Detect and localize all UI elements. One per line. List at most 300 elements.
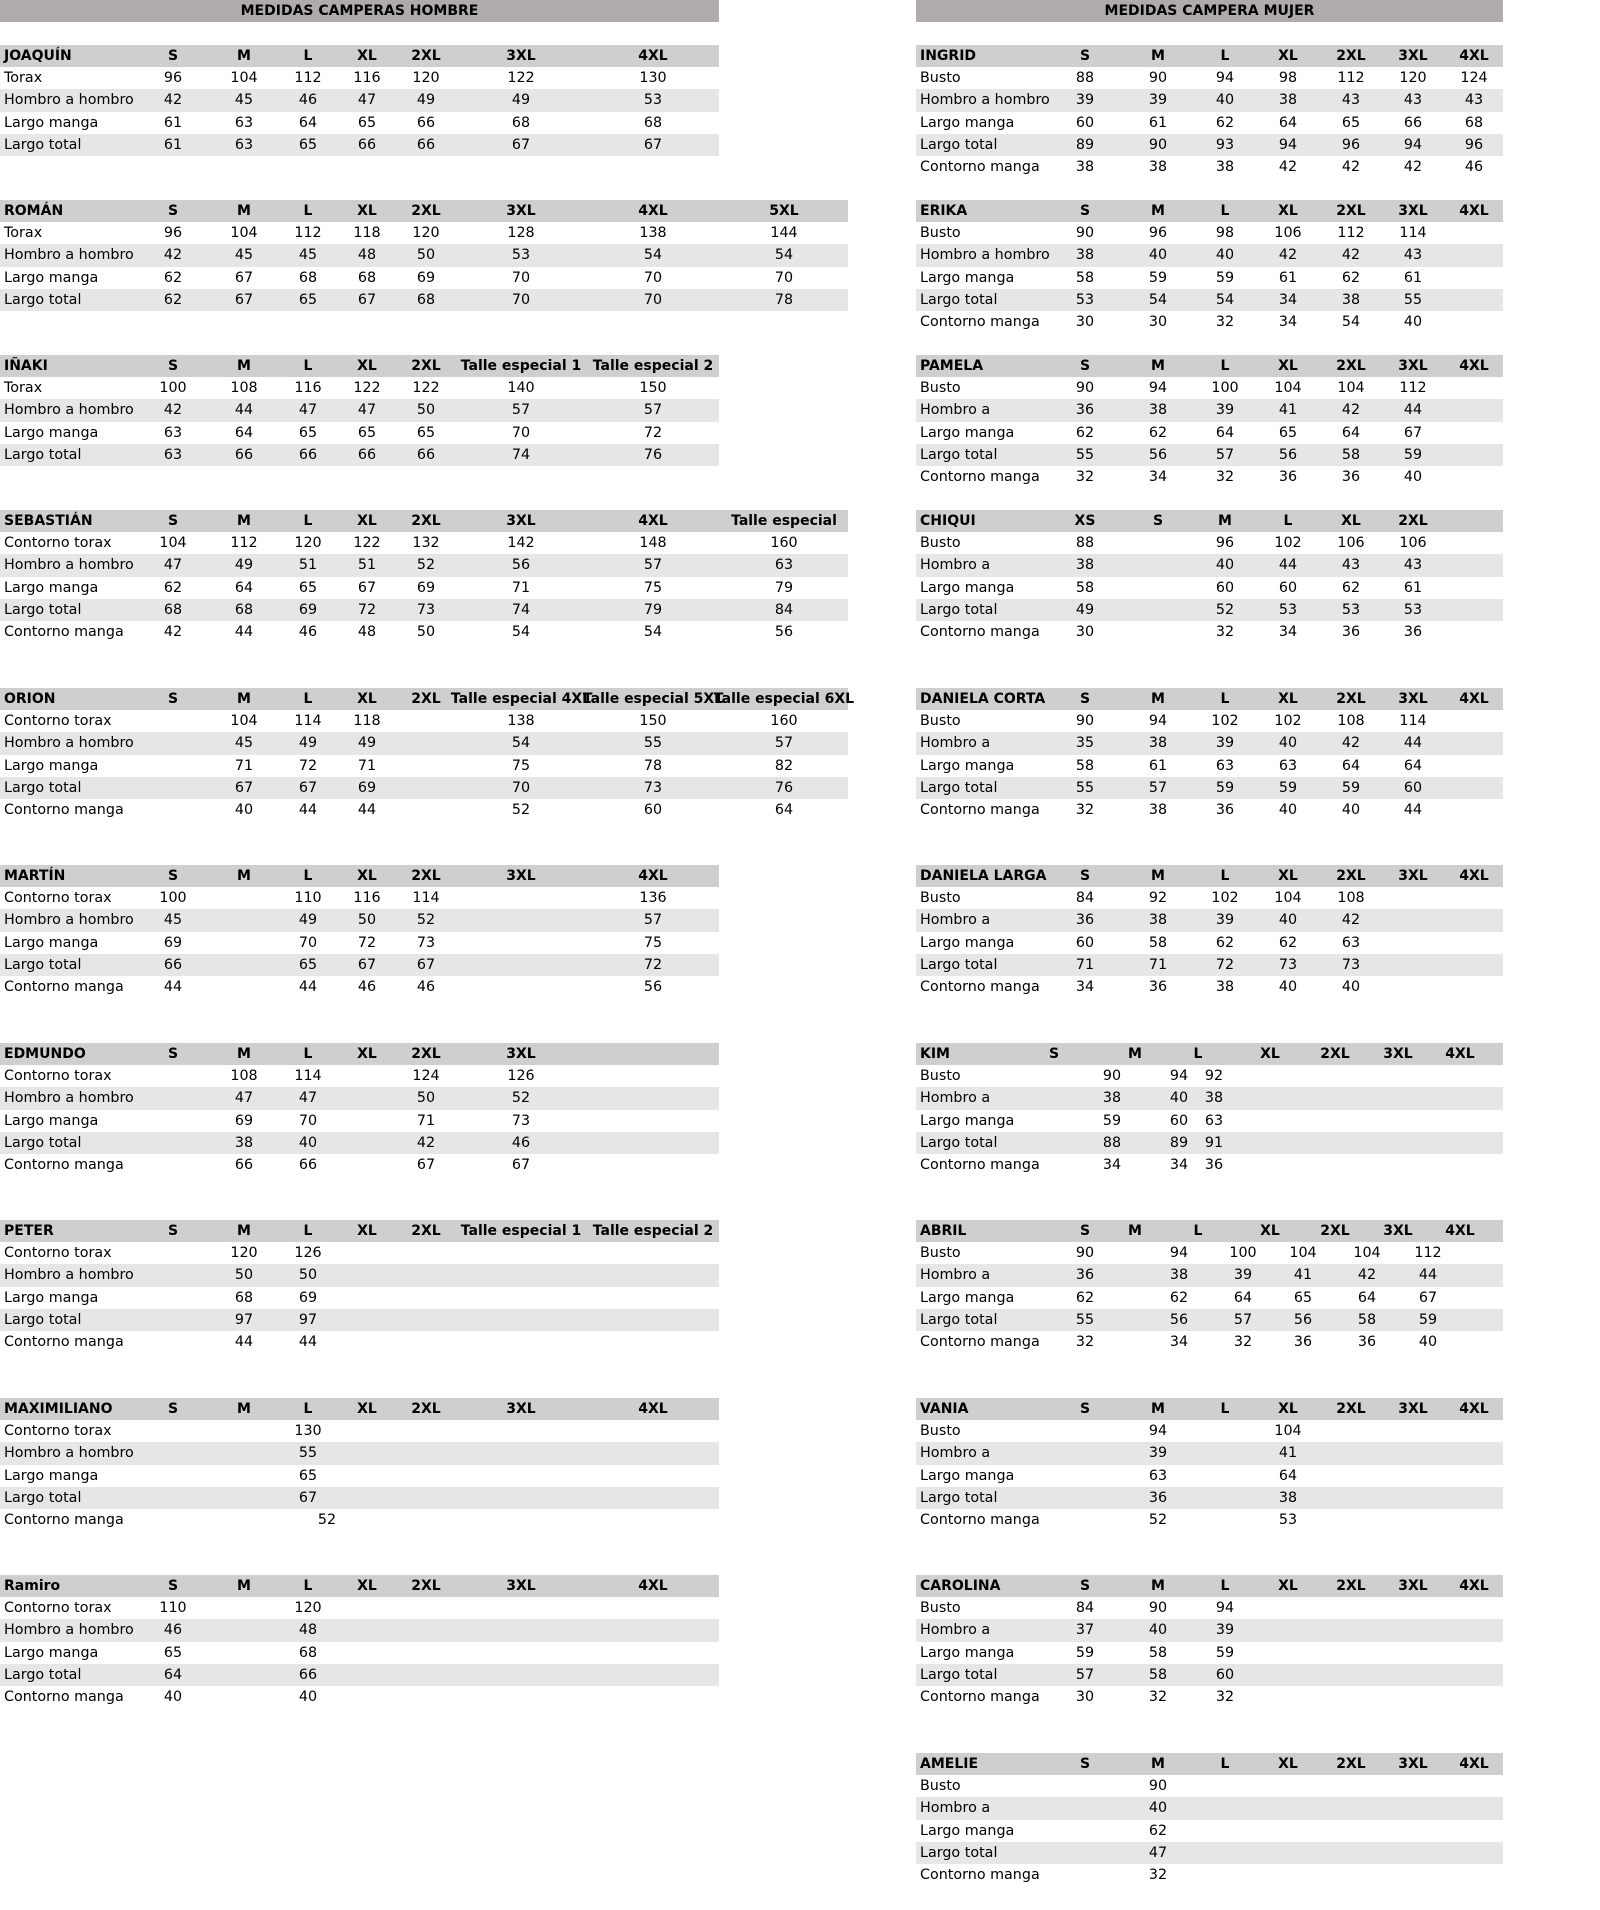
measure-value: 42 (416, 1134, 436, 1151)
measure-value: 59 (1102, 1112, 1122, 1129)
table-row (0, 1331, 719, 1353)
measure-value: 62 (163, 269, 183, 286)
men-section-title: MEDIDAS CAMPERAS HOMBRE (0, 0, 719, 22)
size-header: XL (357, 358, 377, 374)
women-table-daniela-larga (916, 865, 1503, 998)
measure-value: 73 (1341, 956, 1361, 973)
measure-value: 72 (298, 757, 318, 774)
measure-value: 62 (1215, 114, 1235, 131)
measure-value: 70 (511, 269, 531, 286)
measure-value: 112 (1414, 1245, 1442, 1262)
measure-label: Largo manga (4, 579, 99, 596)
measure-value: 104 (1274, 380, 1302, 397)
table-row (0, 577, 848, 599)
measure-label: Largo manga (4, 757, 99, 774)
measure-label: Contorno manga (4, 1688, 124, 1705)
measure-value: 120 (294, 1600, 322, 1617)
measure-value: 44 (1403, 402, 1423, 419)
measure-value: 126 (294, 1245, 322, 1262)
size-header: M (1151, 48, 1165, 64)
table-row (916, 887, 1503, 909)
size-header: XL (1260, 1223, 1280, 1239)
measure-label: Largo manga (920, 1289, 1015, 1306)
measure-label: Busto (920, 1778, 961, 1795)
size-header: Talle especial 6XL (713, 691, 855, 707)
size-header: S (167, 1578, 179, 1594)
measure-value: 47 (298, 1090, 318, 1107)
measure-label: Largo manga (920, 1644, 1015, 1661)
measure-label: Busto (920, 1068, 961, 1085)
measure-value: 54 (774, 247, 794, 264)
measure-value: 72 (357, 934, 377, 951)
size-header: S (167, 1046, 179, 1062)
size-header: XL (1278, 203, 1298, 219)
measure-value: 114 (294, 1068, 322, 1085)
measure-value: 64 (1278, 1467, 1298, 1484)
measure-label: Hombro a hombro (4, 1267, 134, 1284)
measure-value: 69 (416, 579, 436, 596)
size-header: M (237, 691, 251, 707)
measure-value: 62 (1075, 1289, 1095, 1306)
measure-value: 98 (1215, 225, 1235, 242)
table-row (0, 399, 719, 421)
measure-value: 43 (1341, 557, 1361, 574)
measure-value: 73 (416, 601, 436, 618)
measure-value: 63 (163, 446, 183, 463)
measure-value: 39 (1075, 92, 1095, 109)
measure-value: 63 (163, 424, 183, 441)
table-row (0, 89, 719, 111)
size-header: 2XL (1336, 868, 1366, 884)
measure-value: 79 (774, 579, 794, 596)
measure-value: 64 (298, 114, 318, 131)
measure-value: 112 (1399, 380, 1427, 397)
measure-value: 110 (294, 890, 322, 907)
measure-value: 63 (234, 114, 254, 131)
size-header: XL (1341, 513, 1361, 529)
measure-value: 52 (511, 801, 531, 818)
measure-value: 38 (1215, 158, 1235, 175)
table-row (0, 67, 719, 89)
measure-value: 49 (234, 557, 254, 574)
measure-value: 108 (230, 380, 258, 397)
measure-value: 73 (511, 1112, 531, 1129)
size-header: XL (1260, 1046, 1280, 1062)
measure-label: Largo total (4, 779, 82, 796)
measure-value: 44 (1403, 801, 1423, 818)
measure-label: Largo total (920, 291, 998, 308)
table-title: ROMÁN (4, 203, 64, 219)
measure-value: 69 (234, 1112, 254, 1129)
measure-value: 78 (774, 291, 794, 308)
measure-value: 88 (1075, 535, 1095, 552)
measure-value: 55 (1075, 779, 1095, 796)
measure-value: 44 (1403, 735, 1423, 752)
size-header: 2XL (411, 1223, 441, 1239)
size-header: L (1220, 1401, 1230, 1417)
measure-label: Largo total (4, 1666, 82, 1683)
size-header: M (1151, 358, 1165, 374)
measure-value: 62 (163, 579, 183, 596)
measure-value: 94 (1148, 713, 1168, 730)
measure-value: 62 (1341, 579, 1361, 596)
table-row (916, 1465, 1503, 1487)
measure-value: 46 (298, 623, 318, 640)
measure-value: 90 (1148, 70, 1168, 87)
measure-value: 48 (298, 1622, 318, 1639)
measure-label: Contorno manga (4, 801, 124, 818)
measure-value: 47 (234, 1090, 254, 1107)
measure-value: 65 (357, 114, 377, 131)
table-row (916, 1264, 1503, 1286)
measure-value: 65 (1293, 1289, 1313, 1306)
measure-label: Contorno torax (4, 713, 112, 730)
table-row (0, 732, 848, 754)
measure-label: Largo total (4, 1311, 82, 1328)
measure-value: 84 (1075, 1600, 1095, 1617)
table-row (916, 289, 1503, 311)
size-header: 2XL (411, 203, 441, 219)
measure-value: 47 (357, 402, 377, 419)
measure-value: 65 (298, 136, 318, 153)
women-table-kim (916, 1043, 1503, 1176)
size-header: L (303, 1401, 313, 1417)
table-header-row (916, 1220, 1503, 1242)
measure-value: 97 (298, 1311, 318, 1328)
measure-value: 36 (1075, 402, 1095, 419)
table-header-row (916, 355, 1503, 377)
measure-value: 32 (1233, 1333, 1253, 1350)
measure-value: 42 (163, 402, 183, 419)
measure-value: 44 (234, 402, 254, 419)
table-title: PETER (4, 1223, 54, 1239)
measure-label: Contorno torax (4, 1068, 112, 1085)
measure-value: 62 (1148, 424, 1168, 441)
measure-label: Hombro a (920, 557, 991, 574)
measure-value: 88 (1075, 70, 1095, 87)
measure-label: Hombro a (920, 402, 991, 419)
size-header: M (1218, 513, 1232, 529)
measure-value: 42 (1403, 158, 1423, 175)
measure-value: 104 (1337, 380, 1365, 397)
size-header: L (303, 1578, 313, 1594)
women-table-daniela-corta (916, 688, 1503, 821)
measure-value: 43 (1403, 92, 1423, 109)
measure-value: 75 (643, 934, 663, 951)
size-header: M (1151, 1401, 1165, 1417)
size-header: L (303, 691, 313, 707)
table-row (0, 777, 848, 799)
measure-value: 65 (1341, 114, 1361, 131)
size-header: 5XL (769, 203, 799, 219)
table-row (916, 909, 1503, 931)
measure-value: 122 (412, 380, 440, 397)
size-header: M (1151, 1756, 1165, 1772)
table-row (0, 909, 719, 931)
measure-value: 114 (1399, 713, 1427, 730)
measure-value: 59 (1215, 779, 1235, 796)
measure-value: 42 (1357, 1267, 1377, 1284)
measure-value: 136 (639, 890, 667, 907)
size-header: M (237, 1401, 251, 1417)
women-table-erika (916, 200, 1503, 333)
measure-value: 57 (1215, 446, 1235, 463)
table-row (0, 887, 719, 909)
table-row (0, 621, 848, 643)
measure-label: Hombro a hombro (4, 735, 134, 752)
size-header: 4XL (1459, 1756, 1489, 1772)
measure-value: 32 (1215, 468, 1235, 485)
table-row (916, 156, 1503, 178)
size-header: M (237, 358, 251, 374)
measure-value: 66 (357, 136, 377, 153)
measure-value: 40 (163, 1688, 183, 1705)
size-header: 2XL (1336, 1756, 1366, 1772)
measure-value: 32 (1215, 313, 1235, 330)
measure-value: 64 (1341, 757, 1361, 774)
table-row (0, 554, 848, 576)
size-header: XS (1074, 513, 1096, 529)
size-header: 3XL (506, 1046, 536, 1062)
measure-label: Contorno manga (4, 623, 124, 640)
size-header: L (1220, 691, 1230, 707)
measure-value: 75 (643, 579, 663, 596)
measure-value: 40 (298, 1134, 318, 1151)
size-header: 4XL (1459, 1578, 1489, 1594)
measure-value: 56 (1293, 1311, 1313, 1328)
table-row (916, 1132, 1503, 1154)
measure-label: Largo manga (920, 1112, 1015, 1129)
size-header: M (1128, 1223, 1142, 1239)
table-header-row (916, 1398, 1503, 1420)
table-title: PAMELA (920, 358, 984, 374)
size-header: 2XL (411, 1046, 441, 1062)
measure-value: 32 (1075, 801, 1095, 818)
measure-value: 90 (1075, 225, 1095, 242)
table-title: KIM (920, 1046, 950, 1062)
measure-value: 104 (1274, 890, 1302, 907)
size-header: S (167, 358, 179, 374)
table-header-row (0, 510, 848, 532)
measure-value: 37 (1075, 1622, 1095, 1639)
measure-value: 41 (1278, 402, 1298, 419)
measure-value: 112 (1337, 225, 1365, 242)
measure-value: 58 (1148, 934, 1168, 951)
measure-value: 46 (511, 1134, 531, 1151)
measure-value: 36 (1075, 912, 1095, 929)
measure-label: Busto (920, 70, 961, 87)
measure-value: 116 (353, 890, 381, 907)
table-title: DANIELA LARGA (920, 868, 1047, 884)
measure-label: Contorno manga (4, 1511, 124, 1528)
table-row (916, 777, 1503, 799)
measure-value: 61 (163, 114, 183, 131)
size-header: M (237, 203, 251, 219)
measure-value: 38 (1215, 978, 1235, 995)
size-header: L (303, 203, 313, 219)
measure-value: 49 (298, 735, 318, 752)
table-row (916, 1154, 1503, 1176)
size-header: 4XL (1445, 1046, 1475, 1062)
measure-value: 122 (353, 380, 381, 397)
measure-label: Hombro a hombro (920, 247, 1050, 264)
measure-value: 46 (1464, 158, 1484, 175)
size-header: Talle especial 4XL (450, 691, 592, 707)
measure-value: 50 (298, 1267, 318, 1284)
measure-value: 116 (353, 70, 381, 87)
size-header: 3XL (506, 203, 536, 219)
measure-value: 55 (1075, 446, 1095, 463)
measure-value: 38 (1278, 1489, 1298, 1506)
men-table-peter (0, 1220, 719, 1353)
measure-value: 34 (1278, 623, 1298, 640)
size-header: 2XL (1336, 1401, 1366, 1417)
size-header: L (1220, 868, 1230, 884)
table-row (916, 1597, 1503, 1619)
measure-value: 65 (298, 424, 318, 441)
measure-value: 144 (770, 225, 798, 242)
measure-value: 110 (159, 1600, 187, 1617)
table-row (0, 1132, 719, 1154)
size-header: S (1079, 1401, 1091, 1417)
measure-value: 57 (643, 912, 663, 929)
size-header: S (1152, 513, 1164, 529)
measure-value: 118 (353, 713, 381, 730)
measure-value: 40 (298, 1688, 318, 1705)
measure-value: 59 (1278, 779, 1298, 796)
measure-label: Contorno manga (920, 978, 1040, 995)
men-table-joaqu-n (0, 45, 719, 156)
men-table-i-aki (0, 355, 719, 466)
measure-value: 53 (643, 92, 663, 109)
table-title: ERIKA (920, 203, 968, 219)
table-title: CAROLINA (920, 1578, 1001, 1594)
size-header: L (1220, 358, 1230, 374)
table-title: CHIQUI (920, 513, 976, 529)
measure-value: 46 (357, 978, 377, 995)
size-header: 4XL (1459, 1401, 1489, 1417)
measure-value: 148 (639, 535, 667, 552)
measure-label: Contorno manga (920, 1511, 1040, 1528)
measure-label: Contorno manga (4, 978, 124, 995)
measure-value: 58 (1075, 757, 1095, 774)
measure-value: 36 (1148, 978, 1168, 995)
measure-label: Largo manga (4, 424, 99, 441)
measure-value: 38 (1148, 801, 1168, 818)
measure-value: 65 (1278, 424, 1298, 441)
measure-value: 49 (298, 912, 318, 929)
measure-value: 68 (643, 114, 663, 131)
measure-value: 30 (1075, 1688, 1095, 1705)
measure-value: 112 (230, 535, 258, 552)
measure-value: 38 (1278, 92, 1298, 109)
measure-value: 59 (1341, 779, 1361, 796)
table-row (0, 1487, 719, 1509)
size-header: M (1151, 691, 1165, 707)
measure-value: 94 (1403, 136, 1423, 153)
measure-value: 51 (298, 557, 318, 574)
size-header: S (167, 203, 179, 219)
size-header: 3XL (506, 513, 536, 529)
table-row (916, 599, 1503, 621)
measure-label: Largo total (4, 291, 82, 308)
measure-value: 40 (1215, 557, 1235, 574)
size-header: M (237, 1578, 251, 1594)
measure-value: 89 (1075, 136, 1095, 153)
table-title: SEBASTIÁN (4, 513, 93, 529)
measure-value: 34 (1075, 978, 1095, 995)
table-row (0, 289, 848, 311)
measure-label: Contorno manga (920, 1156, 1040, 1173)
measure-label: Contorno torax (4, 890, 112, 907)
measure-value: 45 (163, 912, 183, 929)
measure-value: 54 (511, 735, 531, 752)
measure-value: 67 (234, 291, 254, 308)
measure-value: 64 (163, 1666, 183, 1683)
size-header: 2XL (411, 1578, 441, 1594)
size-header: 4XL (638, 48, 668, 64)
measure-value: 71 (234, 757, 254, 774)
size-header: XL (357, 1578, 377, 1594)
table-row (0, 1309, 719, 1331)
measure-value: 40 (234, 801, 254, 818)
measure-value: 60 (1215, 579, 1235, 596)
table-row (916, 377, 1503, 399)
table-row (0, 1509, 719, 1531)
table-header-row (0, 865, 719, 887)
size-header: 2XL (1320, 1046, 1350, 1062)
measure-label: Hombro a hombro (4, 1622, 134, 1639)
measure-value: 66 (298, 1666, 318, 1683)
size-header: 2XL (1336, 691, 1366, 707)
measure-label: Contorno torax (4, 1245, 112, 1262)
measure-value: 108 (1337, 713, 1365, 730)
measure-value: 38 (1075, 158, 1095, 175)
measure-value: 38 (1148, 402, 1168, 419)
measure-value: 130 (294, 1423, 322, 1440)
measure-value: 64 (774, 801, 794, 818)
measure-value: 102 (1211, 713, 1239, 730)
measure-value: 35 (1075, 735, 1095, 752)
measure-value: 42 (1341, 912, 1361, 929)
measure-value: 64 (1357, 1289, 1377, 1306)
table-row (0, 1465, 719, 1487)
size-header: Talle especial 5XL (582, 691, 724, 707)
measure-value: 150 (639, 380, 667, 397)
table-title: ORION (4, 691, 56, 707)
size-header: S (1079, 1223, 1091, 1239)
table-header-row (916, 865, 1503, 887)
men-table-orion (0, 688, 855, 821)
measure-value: 102 (1274, 535, 1302, 552)
measure-value: 41 (1278, 1445, 1298, 1462)
measure-value: 30 (1075, 623, 1095, 640)
measure-value: 40 (1418, 1333, 1438, 1350)
table-title: EDMUNDO (4, 1046, 86, 1062)
measure-value: 45 (234, 92, 254, 109)
measure-value: 150 (639, 713, 667, 730)
size-header: L (1220, 1756, 1230, 1772)
table-header-row (0, 1220, 719, 1242)
table-row (916, 554, 1503, 576)
measure-label: Largo total (4, 1489, 82, 1506)
measure-value: 96 (1341, 136, 1361, 153)
measure-value: 60 (1215, 1666, 1235, 1683)
size-header: L (303, 1046, 313, 1062)
size-header: S (1079, 868, 1091, 884)
size-header: S (167, 1401, 179, 1417)
measure-value: 71 (1148, 956, 1168, 973)
